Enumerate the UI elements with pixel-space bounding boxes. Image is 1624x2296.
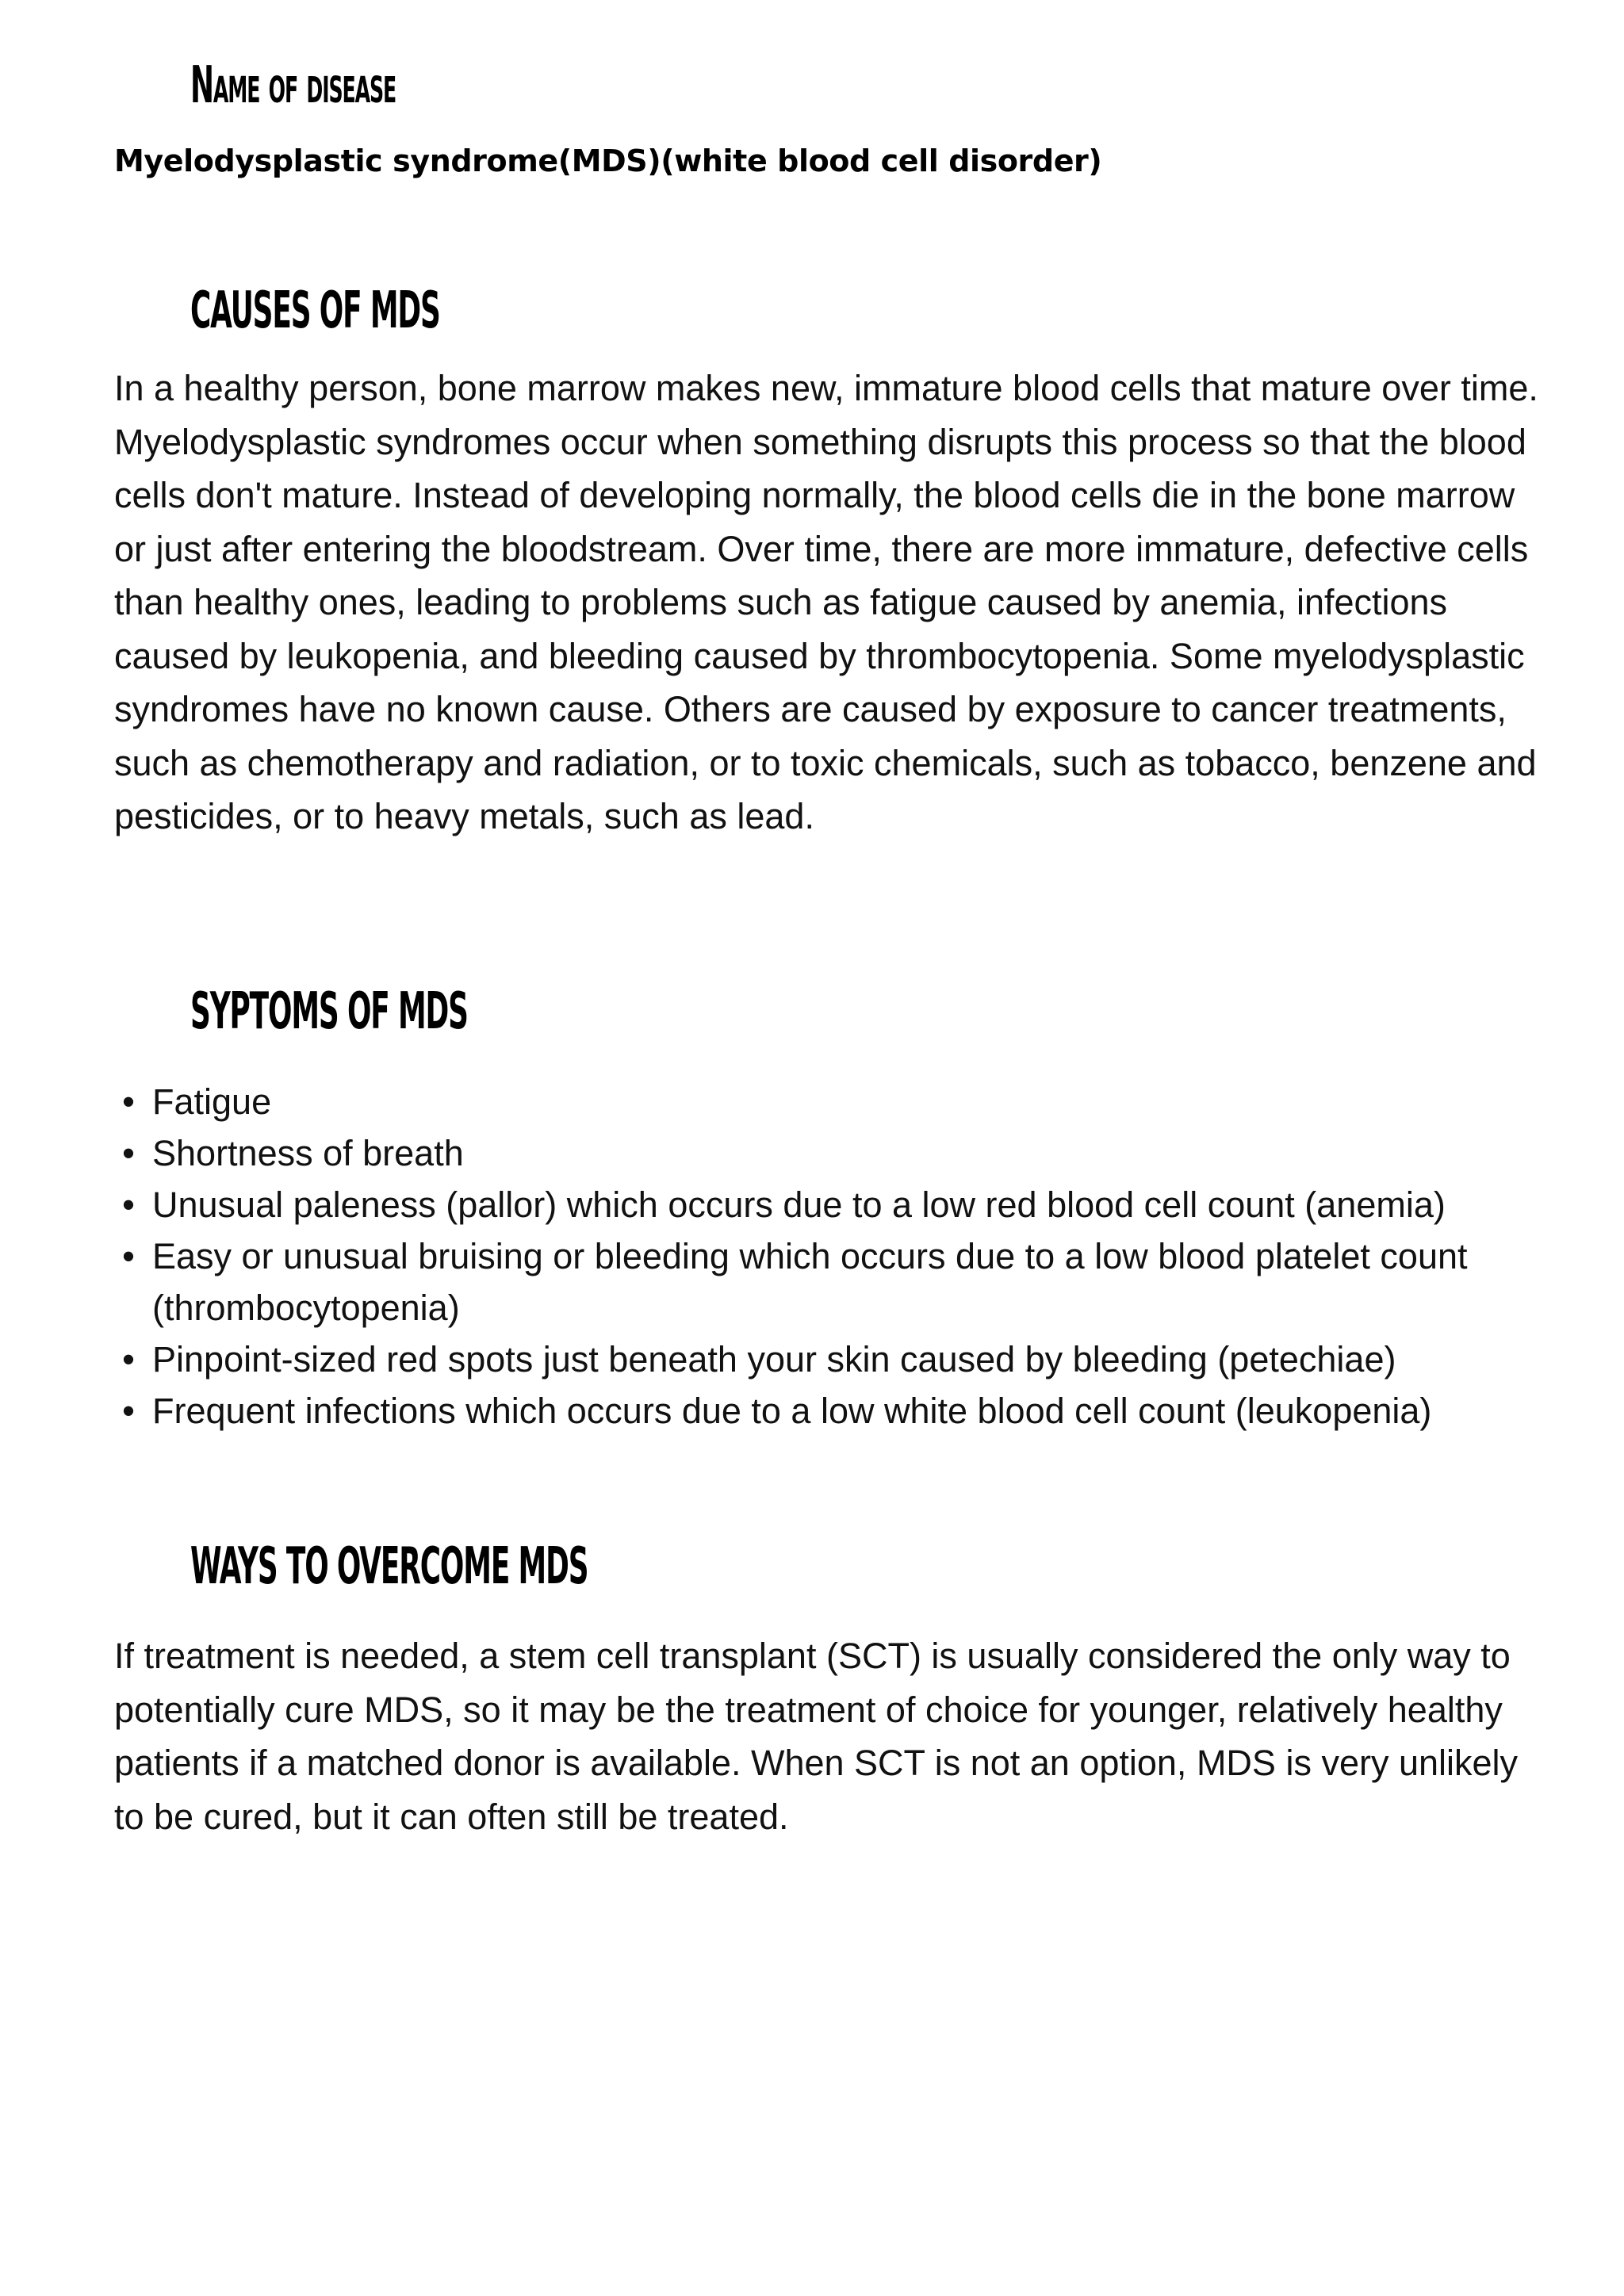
bullet-icon: •	[122, 1339, 135, 1380]
heading-symptoms: SYPTOMS OF MDS	[190, 982, 468, 1041]
bullet-icon: •	[122, 1133, 135, 1173]
heading-name-of-disease: Name of disease	[190, 56, 396, 115]
disease-name: Myelodysplastic syndrome(MDS)(white blood cell disorder)	[114, 144, 1102, 178]
list-item-text: Frequent infections which occurs due to a low white blood cell count (leukopenia)	[152, 1391, 1432, 1431]
list-item	[114, 1179, 1565, 1230]
treatment-paragraph: If treatment is needed, a stem cell transplant (SCT) is usually considered the only way to potentially cure MDS, so it may be the treatment of choice for younger, relatively healthy patients if a matched donor is available. When SCT is not an option, MDS is very unlikely to be cured, but it can often still be treated.	[114, 1636, 1519, 1837]
bullet-icon: •	[122, 1391, 135, 1431]
heading-causes: CAUSES OF MDS	[190, 281, 440, 340]
list-item-text: Easy or unusual bruising or bleeding which occurs due to a low blood platelet count (thrombocytopenia)	[152, 1236, 1468, 1328]
list-item-text: Pinpoint-sized red spots just beneath your skin caused by bleeding (petechiae)	[152, 1339, 1396, 1380]
list-item-text: Unusual paleness (pallor) which occurs due to a low red blood cell count (anemia)	[152, 1184, 1446, 1225]
bullet-icon: •	[122, 1081, 135, 1122]
list-item-text: Fatigue	[152, 1081, 272, 1122]
bullet-icon: •	[122, 1236, 135, 1276]
causes-paragraph: In a healthy person, bone marrow makes new, immature blood cells that mature over time. Myelodysplastic syndromes occur when something disrupts this process so that the blood cells don't mature. Instead of developing normally, the blood cells die in the bone marrow or just after entering the bloodstream. Over time, there are more immature, defective cells than healthy ones, leading to problems such as fatigue caused by anemia, infections caused by leukopenia, and bleeding caused by thrombocytopenia. Some myelodysplastic syndromes have no known cause. Others are caused by exposure to cancer treatments, such as chemotherapy and radiation, or to toxic chemicals, such as tobacco, benzene and pesticides, or to heavy metals, such as lead.	[114, 368, 1538, 836]
bullet-icon: •	[122, 1184, 135, 1225]
list-item	[114, 1385, 1565, 1437]
symptoms-list	[114, 1076, 1565, 1437]
list-item	[114, 1076, 1565, 1127]
list-item-text: Shortness of breath	[152, 1133, 464, 1173]
list-item	[114, 1127, 1565, 1179]
list-item	[114, 1230, 1565, 1334]
list-item	[114, 1334, 1565, 1385]
heading-ways-to-overcome: WAYS TO OVERCOME MDS	[190, 1537, 588, 1596]
